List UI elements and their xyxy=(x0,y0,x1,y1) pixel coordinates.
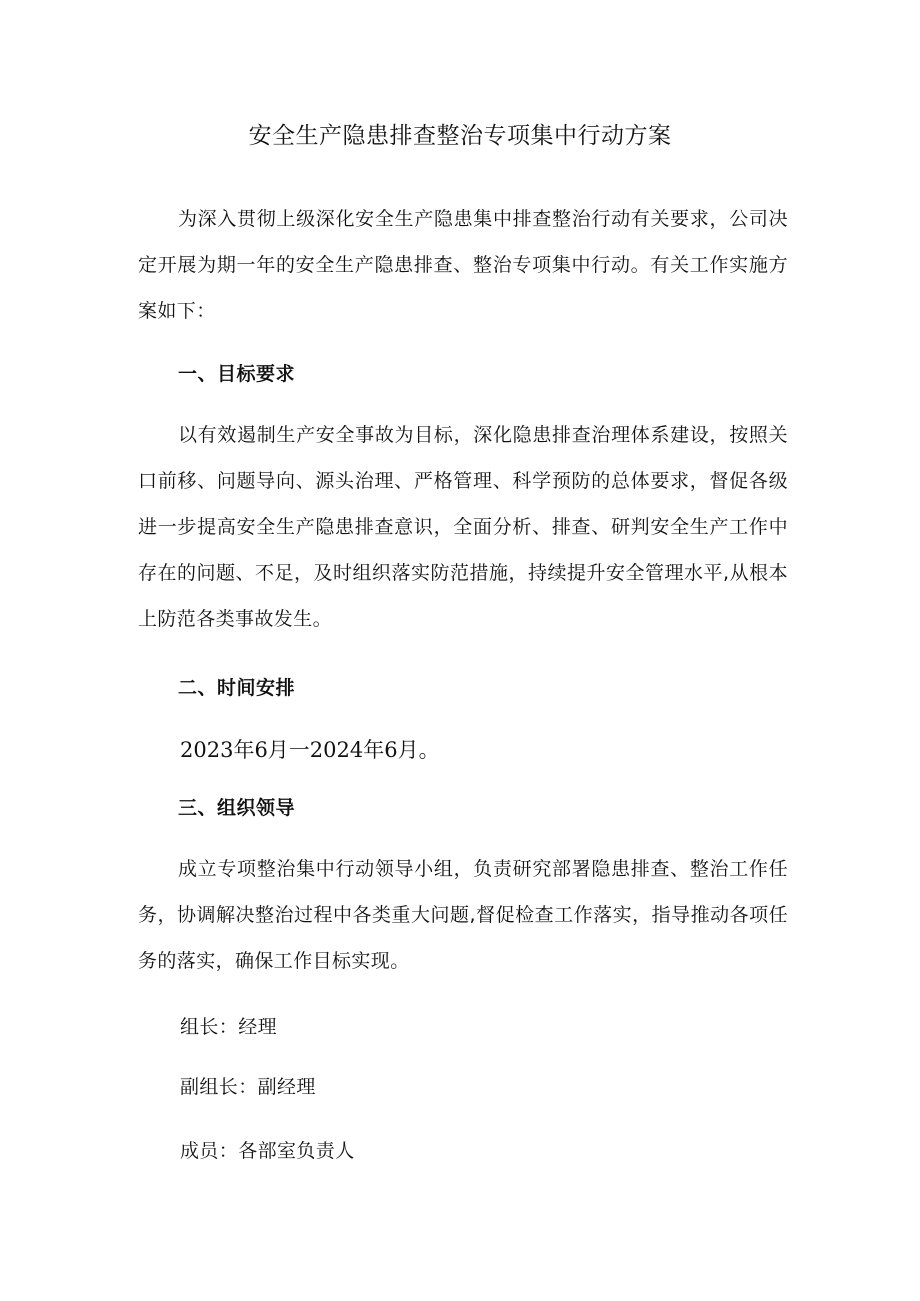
member-deputy-leader: 副组长：副经理 xyxy=(180,1076,316,1098)
section-heading-organization: 三、组织领导 xyxy=(178,797,296,819)
section-body-organization: 成立专项整治集中行动领导小组，负责研究部署隐患排查、整治工作任务，协调解决整治过程中各类重大问题,督促检查工作落实，指导推动各项任务的落实，确保工作目标实现。 xyxy=(138,858,788,972)
member-leader: 组长：经理 xyxy=(180,1016,278,1038)
section-heading-goals: 一、目标要求 xyxy=(178,363,296,385)
section-heading-schedule: 二、时间安排 xyxy=(178,677,296,699)
section-body-goals: 以有效遏制生产安全事故为目标，深化隐患排查治理体系建设，按照关口前移、问题导向、源头治理、严格管理、科学预防的总体要求，督促各级进一步提高安全生产隐患排查意识，全面分析、排查、研判安全生产工作中存在的问题、不足，及时组织落实防范措施，持续提升安全管理水平,从根本上防范各类事故发生。 xyxy=(138,424,788,630)
document-title: 安全生产隐患排查整治专项集中行动方案 xyxy=(248,123,672,149)
intro-paragraph: 为深入贯彻上级深化安全生产隐患集中排查整治行动有关要求，公司决定开展为期一年的安全生产隐患排查、整治专项集中行动。有关工作实施方案如下： xyxy=(138,208,788,322)
section-body-schedule: 2023年6月一2024年6月。 xyxy=(180,738,440,762)
member-staff: 成员：各部室负责人 xyxy=(180,1140,355,1162)
